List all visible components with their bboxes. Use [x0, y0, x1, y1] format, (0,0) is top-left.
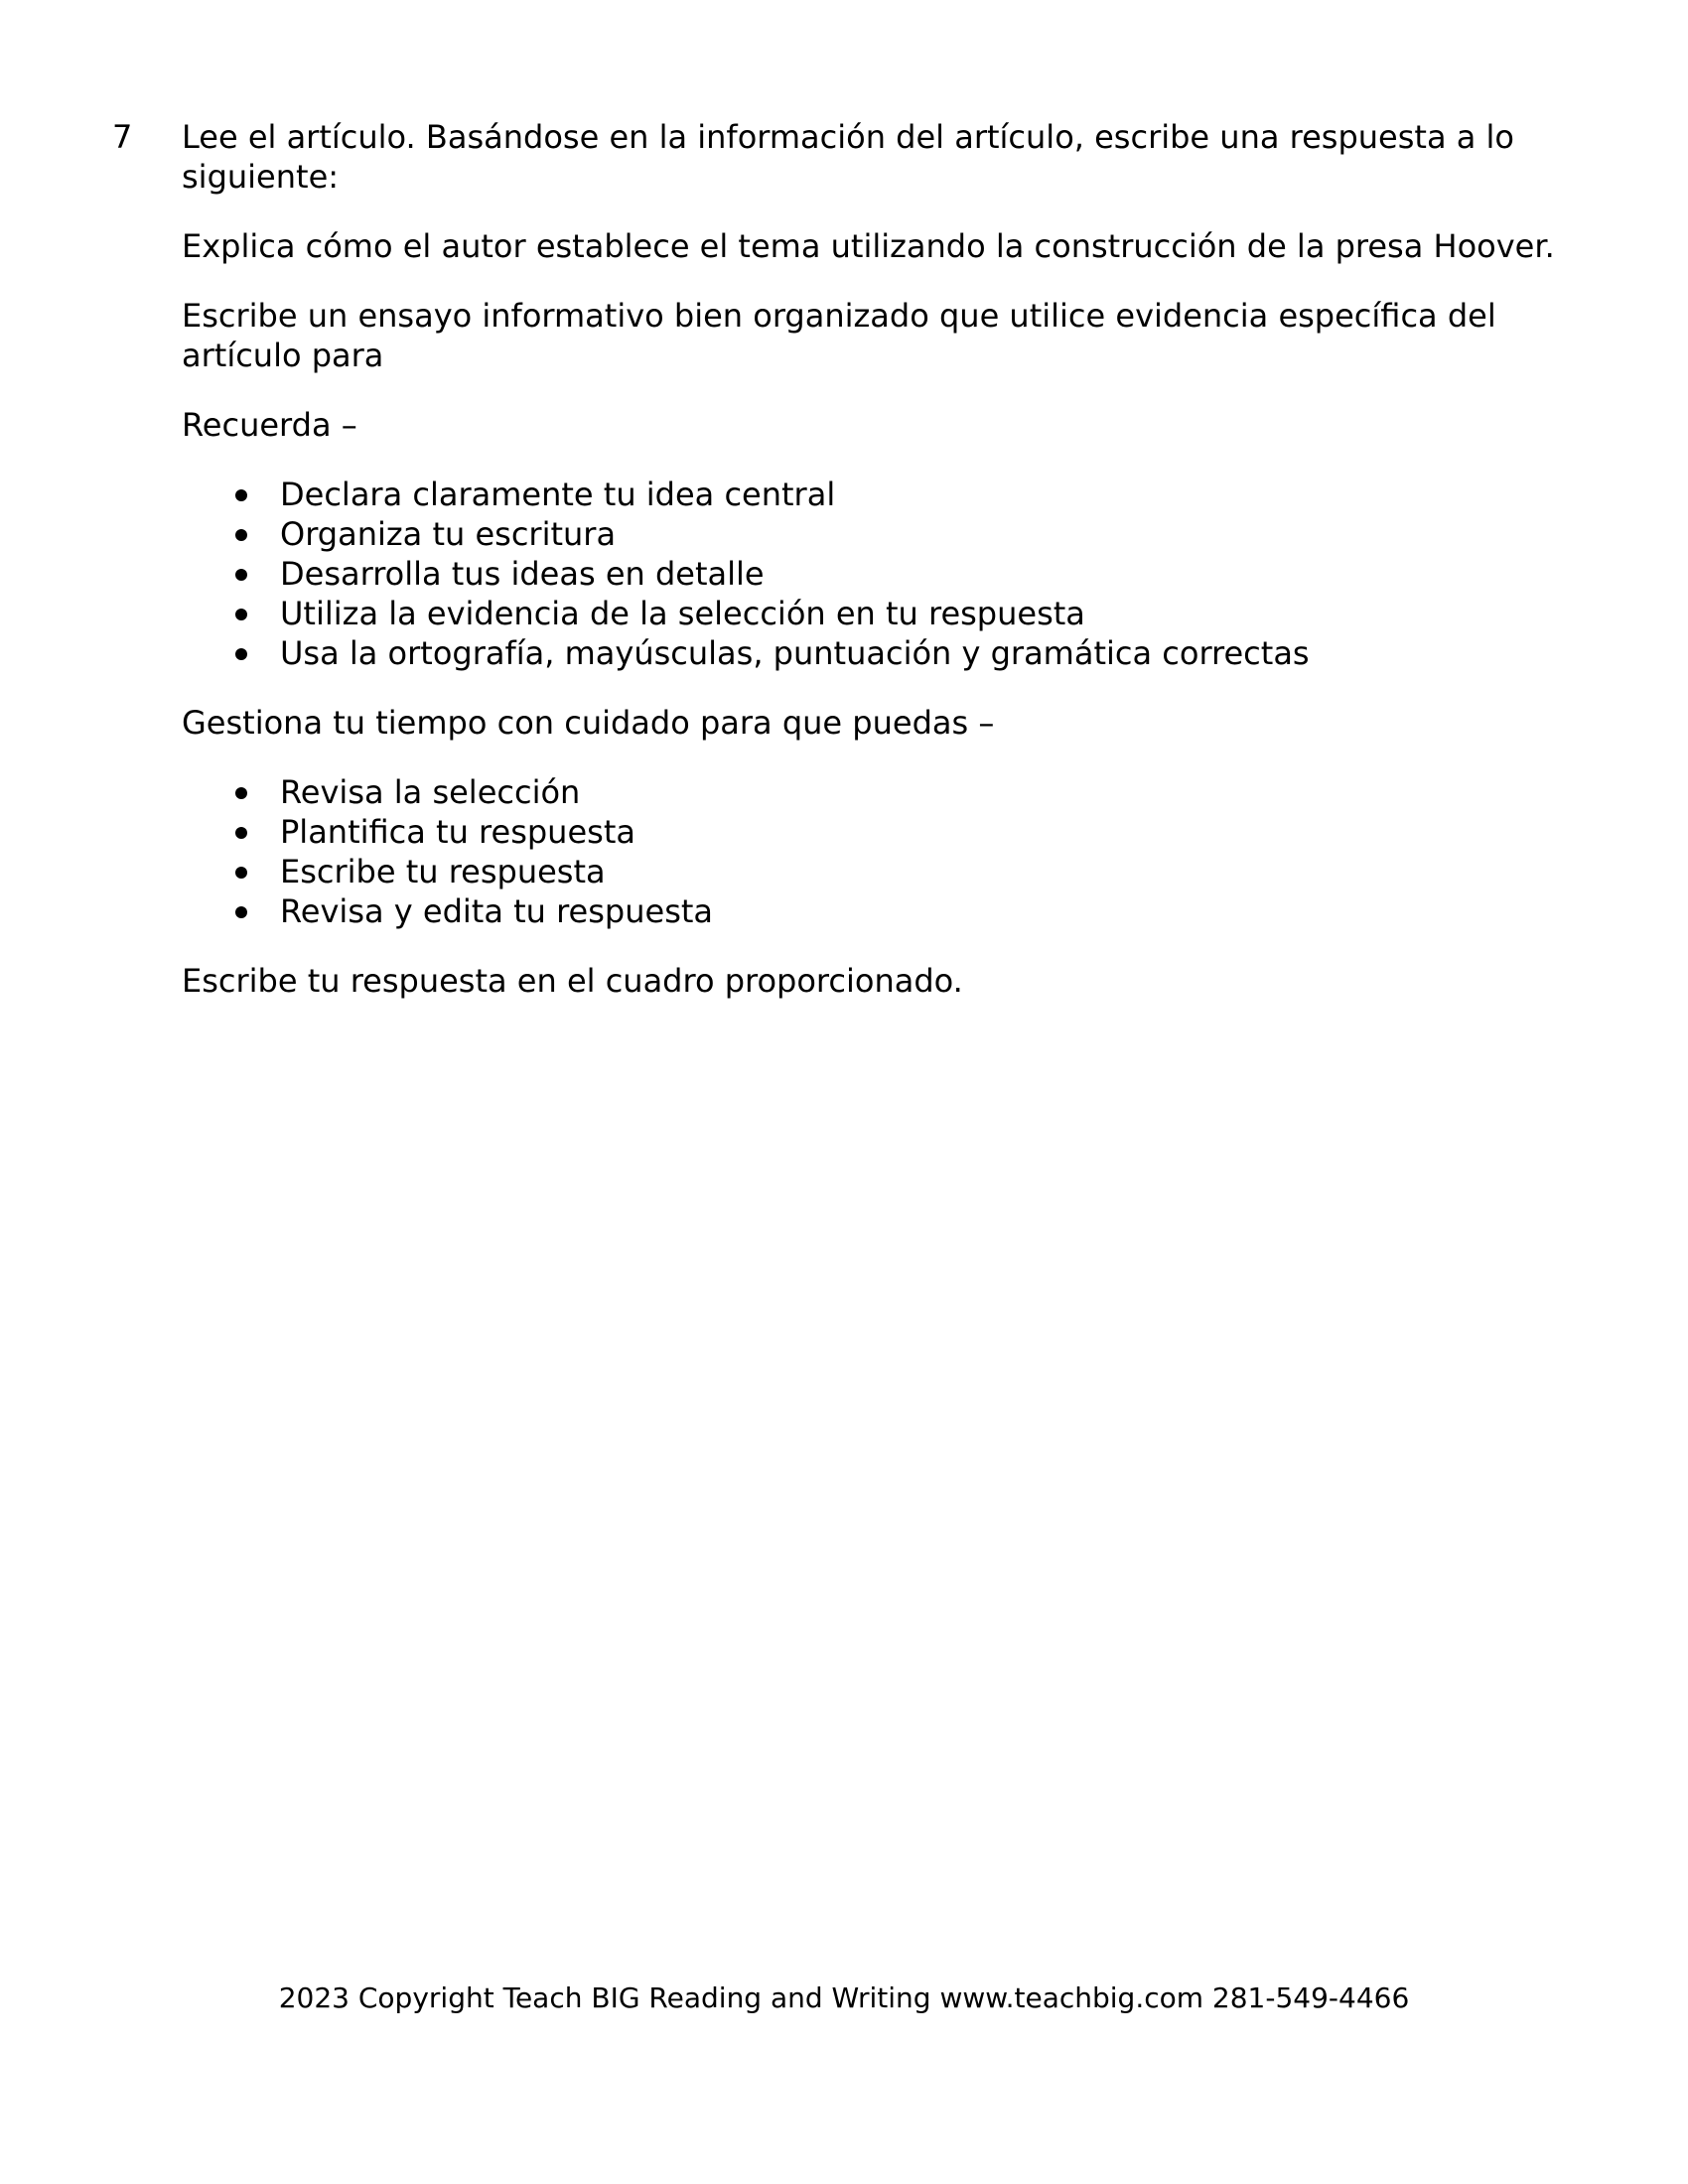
remember-list — [182, 475, 1572, 673]
bullet-icon — [235, 489, 247, 501]
question-instruction: Escribe un ensayo informativo bien organizado que utilice evidencia específica del artículo para — [182, 297, 1496, 374]
question-prompt: Lee el artículo. Basándose en la información del artículo, escribe una respuesta a lo siguiente: — [182, 118, 1514, 196]
list-item — [182, 772, 1572, 812]
time-list — [182, 772, 1572, 931]
list-item-text: Revisa y edita tu respuesta — [280, 892, 714, 930]
list-item-text: Usa la ortografía, mayúsculas, puntuación y gramática correctas — [280, 634, 1310, 672]
list-item — [182, 514, 1572, 554]
list-item — [182, 852, 1572, 891]
list-item-text: Plantifica tu respuesta — [280, 813, 635, 851]
list-item — [182, 475, 1572, 514]
time-heading: Gestiona tu tiempo con cuidado para que puedas – — [182, 704, 995, 742]
question-number: 7 — [112, 118, 133, 156]
list-item — [182, 633, 1572, 673]
bullet-icon — [235, 648, 247, 660]
bullet-icon — [235, 867, 247, 879]
list-item-text: Organiza tu escritura — [280, 515, 617, 553]
bullet-icon — [235, 609, 247, 620]
closing-instruction: Escribe tu respuesta en el cuadro proporcionado. — [182, 962, 963, 1000]
question-body — [182, 117, 1572, 1030]
list-item — [182, 594, 1572, 633]
bullet-icon — [235, 787, 247, 799]
list-item-text: Revisa la selección — [280, 773, 581, 811]
list-item — [182, 812, 1572, 852]
remember-heading: Recuerda – — [182, 406, 357, 444]
list-item — [182, 891, 1572, 931]
bullet-icon — [235, 529, 247, 541]
list-item — [182, 554, 1572, 594]
list-item-text: Declara claramente tu idea central — [280, 476, 836, 513]
list-item-text: Utiliza la evidencia de la selección en tu respuesta — [280, 595, 1085, 632]
list-item-text: Escribe tu respuesta — [280, 853, 606, 890]
question-task: Explica cómo el autor establece el tema utilizando la construcción de la presa Hoover. — [182, 227, 1555, 265]
list-item-text: Desarrolla tus ideas en detalle — [280, 555, 765, 593]
bullet-icon — [235, 827, 247, 839]
bullet-icon — [235, 906, 247, 918]
copyright-footer: 2023 Copyright Teach BIG Reading and Writing www.teachbig.com 281-549-4466 — [278, 1981, 1410, 2014]
bullet-icon — [235, 569, 247, 581]
